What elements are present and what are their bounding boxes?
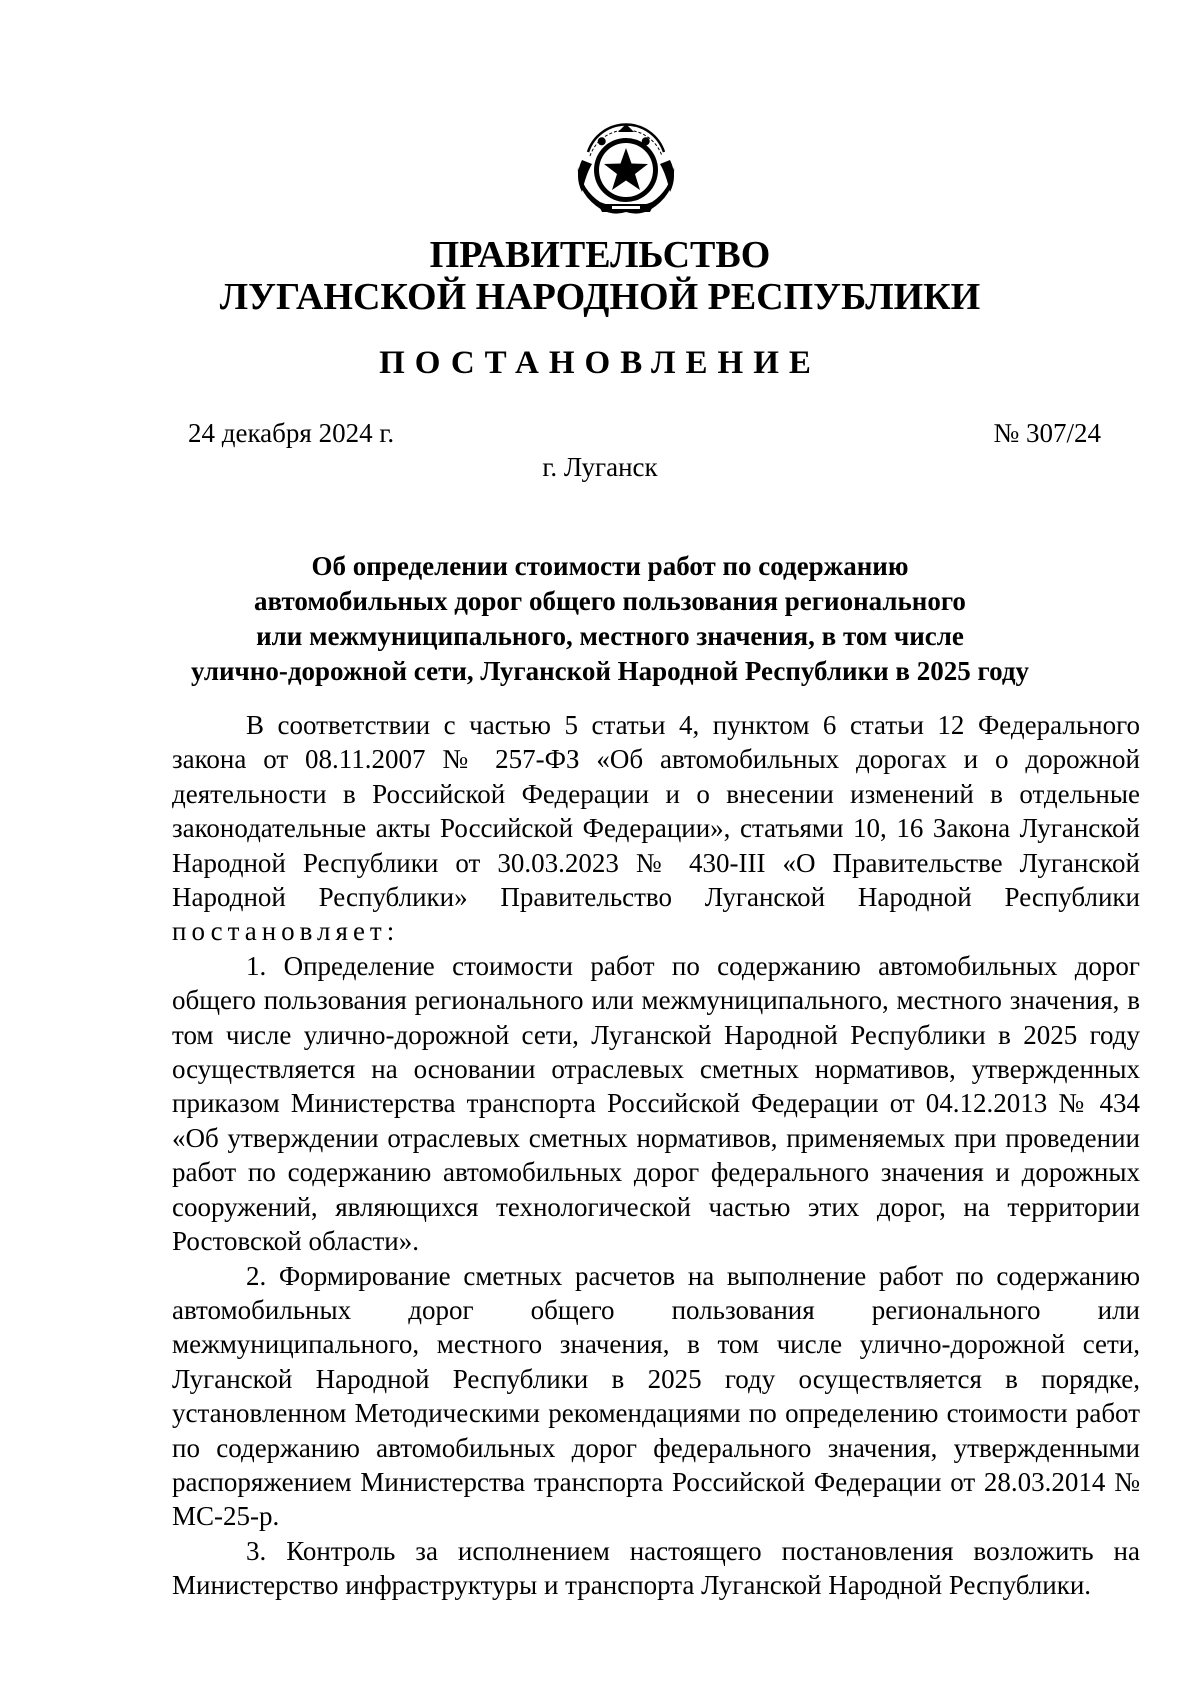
document-city: г. Луганск: [542, 452, 658, 482]
subject-line-4: улично-дорожной сети, Луганской Народной Республики в 2025 году: [191, 656, 1029, 686]
document-subject: [180, 549, 1040, 689]
document-type-heading: ПОСТАНОВЛЕНИЕ: [379, 345, 821, 381]
subject-line-1: Об определении стоимости работ по содержанию: [311, 551, 909, 581]
document-number: № 307/24: [993, 418, 1101, 448]
document-body: [172, 708, 1140, 1603]
item-1-paragraph: 1. Определение стоимости работ по содержанию автомобильных дорог общего пользования регионального или межмуниципального, местного значения, в том числе улично-дорожной сети, Луганской Народной Республики в 2025 году осуществляется на основании отраслевых сметных нормативов, утвержденных приказом Министерства транспорта Российской Федерации от 04.12.2013 № 434 «Об утверждении отраслевых сметных нормативов, применяемых при проведении работ по содержанию автомобильных дорог федерального значения и дорожных сооружений, являющихся технологической частью этих дорог, на территории Ростовской области».: [172, 950, 1140, 1257]
item-2-paragraph: 2. Формирование сметных расчетов на выполнение работ по содержанию автомобильных дорог общего пользования регионального или межмуниципального, местного значения, в том числе улично-дорожной сети, Луганской Народной Республики в 2025 году осуществляется в порядке, установленном Методическими рекомендациями по определению стоимости работ по содержанию автомобильных дорог федерального значения, утвержденными распоряжением Министерства транспорта Российской Федерации от 28.03.2014 № МС-25-р.: [172, 1260, 1140, 1532]
document-date: 24 декабря 2024 г.: [188, 418, 395, 448]
subject-line-3: или межмуниципального, местного значения, в том числе: [256, 621, 964, 651]
decree-word: постановляет:: [172, 916, 400, 947]
item-3-paragraph: 3. Контроль за исполнением настоящего постановления возложить на Министерство инфраструктуры и транспорта Луганской Народной Республики.: [172, 1535, 1140, 1601]
government-title-line2: ЛУГАНСКОЙ НАРОДНОЙ РЕСПУБЛИКИ: [219, 276, 981, 318]
coat-of-arms-emblem: [568, 112, 684, 220]
government-title-line1: ПРАВИТЕЛЬСТВО: [429, 234, 771, 276]
subject-line-2: автомобильных дорог общего пользования регионального: [254, 586, 966, 616]
preamble-text: В соответствии с частью 5 статьи 4, пунктом 6 статьи 12 Федерального закона от 08.11.2007 № 257-ФЗ «Об автомобильных дорогах и о дорожной деятельности в Российской Федерации и о внесении изменений в отдельные законодательные акты Российской Федерации», статьями 10, 16 Закона Луганской Народной Республики от 30.03.2023 № 430-III «О Правительстве Луганской Народной Республики» Правительство Луганской Народной Республики: [172, 710, 1140, 913]
preamble-paragraph: [172, 708, 1140, 949]
